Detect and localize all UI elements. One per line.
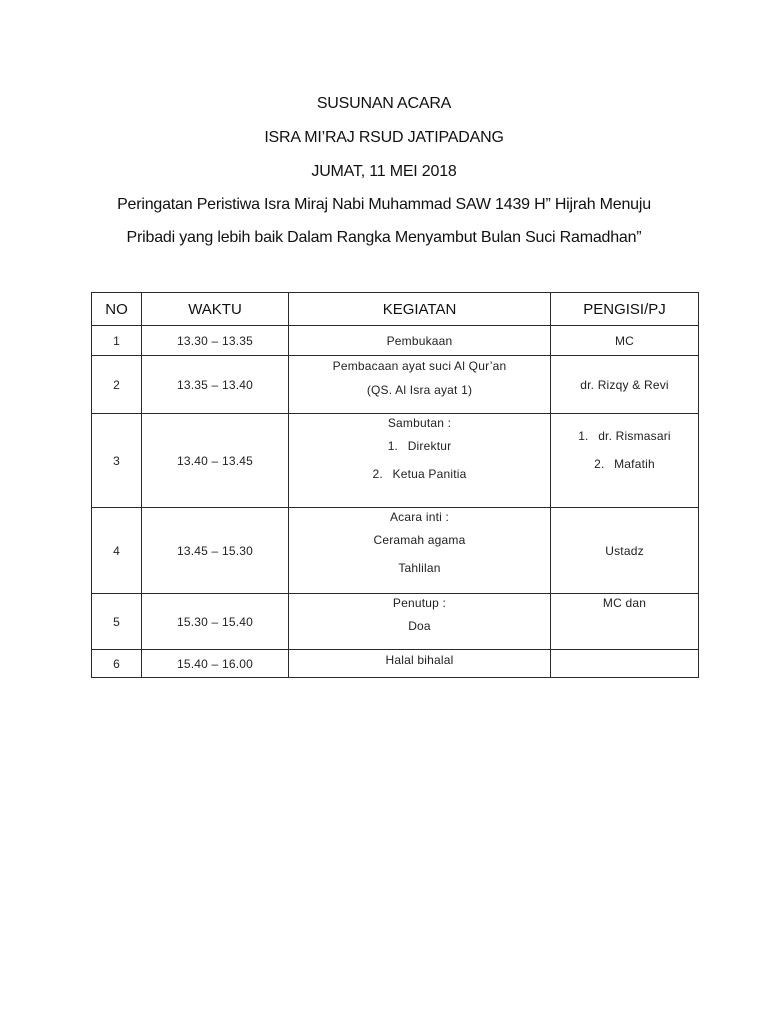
cell-no: 2 bbox=[92, 356, 142, 414]
cell-pengisi bbox=[551, 594, 699, 650]
list-label: Ketua Panitia bbox=[392, 467, 467, 481]
table-row bbox=[92, 650, 699, 678]
cell-kegiatan bbox=[289, 326, 551, 356]
list-number: 1. bbox=[387, 439, 399, 453]
cell-kegiatan bbox=[289, 594, 551, 650]
cell-no: 1 bbox=[92, 326, 142, 356]
cell-kegiatan bbox=[289, 650, 551, 678]
kegiatan-text: Doa bbox=[408, 619, 431, 633]
document-title: SUSUNAN ACARA bbox=[316, 95, 452, 112]
list-number: 2. bbox=[372, 467, 383, 481]
list-item bbox=[551, 450, 698, 478]
kegiatan-text: Pembacaan ayat suci Al Qur’an bbox=[332, 359, 507, 373]
cell-kegiatan bbox=[289, 414, 551, 508]
cell-kegiatan bbox=[289, 508, 551, 594]
cell-no: 3 bbox=[92, 414, 142, 508]
list-item bbox=[289, 432, 550, 460]
event-date: JUMAT, 11 MEI 2018 bbox=[311, 163, 457, 180]
list-number: 1. bbox=[578, 429, 589, 443]
cell-waktu: 13.35 – 13.40 bbox=[142, 356, 289, 414]
kegiatan-text: Ceramah agama bbox=[373, 533, 466, 547]
kegiatan-text: Halal bihalal bbox=[385, 653, 454, 667]
cell-no: 6 bbox=[92, 650, 142, 678]
kegiatan-text: Tahlilan bbox=[398, 561, 441, 575]
pengisi-text: dr. Rizqy & Revi bbox=[580, 377, 669, 392]
header-pengisi: PENGISI/PJ bbox=[551, 293, 699, 326]
list-number: 2. bbox=[594, 457, 605, 471]
kegiatan-text: Pembukaan bbox=[386, 333, 453, 348]
list-label: Mafatih bbox=[614, 457, 655, 471]
pengisi-text: Ustadz bbox=[605, 543, 644, 558]
kegiatan-text: Sambutan : bbox=[387, 416, 452, 430]
table-row bbox=[92, 356, 699, 414]
table-row bbox=[92, 414, 699, 508]
cell-waktu: 15.30 – 15.40 bbox=[142, 594, 289, 650]
cell-no: 5 bbox=[92, 594, 142, 650]
schedule-table bbox=[91, 292, 699, 678]
cell-pengisi bbox=[551, 414, 699, 508]
cell-no: 4 bbox=[92, 508, 142, 594]
event-theme-line-2: Pribadi yang lebih baik Dalam Rangka Menyambut Bulan Suci Ramadhan” bbox=[126, 229, 642, 246]
event-name: ISRA MI’RAJ RSUD JATIPADANG bbox=[264, 129, 504, 146]
list-label: Direktur bbox=[407, 439, 452, 453]
pengisi-text: MC dan bbox=[602, 596, 647, 610]
table-header-row bbox=[92, 293, 699, 326]
list-label: dr. Rismasari bbox=[598, 429, 671, 443]
kegiatan-text: Penutup : bbox=[392, 596, 447, 610]
cell-pengisi bbox=[551, 650, 699, 678]
pengisi-text: MC bbox=[614, 333, 635, 348]
cell-waktu: 13.30 – 13.35 bbox=[142, 326, 289, 356]
cell-waktu: 13.40 – 13.45 bbox=[142, 414, 289, 508]
cell-pengisi bbox=[551, 356, 699, 414]
list-item bbox=[289, 460, 550, 488]
cell-waktu: 15.40 – 16.00 bbox=[142, 650, 289, 678]
kegiatan-text: (QS. Al Isra ayat 1) bbox=[366, 383, 473, 397]
list-item bbox=[551, 422, 698, 450]
header-waktu: WAKTU bbox=[142, 293, 289, 326]
cell-kegiatan bbox=[289, 356, 551, 414]
header-kegiatan: KEGIATAN bbox=[289, 293, 551, 326]
event-theme-line-1: Peringatan Peristiwa Isra Miraj Nabi Muhammad SAW 1439 H” Hijrah Menuju bbox=[117, 196, 651, 213]
header-no: NO bbox=[92, 293, 142, 326]
cell-waktu: 13.45 – 15.30 bbox=[142, 508, 289, 594]
kegiatan-text: Acara inti : bbox=[389, 510, 450, 524]
cell-pengisi bbox=[551, 326, 699, 356]
table-row bbox=[92, 594, 699, 650]
table-row bbox=[92, 326, 699, 356]
table-row bbox=[92, 508, 699, 594]
cell-pengisi bbox=[551, 508, 699, 594]
